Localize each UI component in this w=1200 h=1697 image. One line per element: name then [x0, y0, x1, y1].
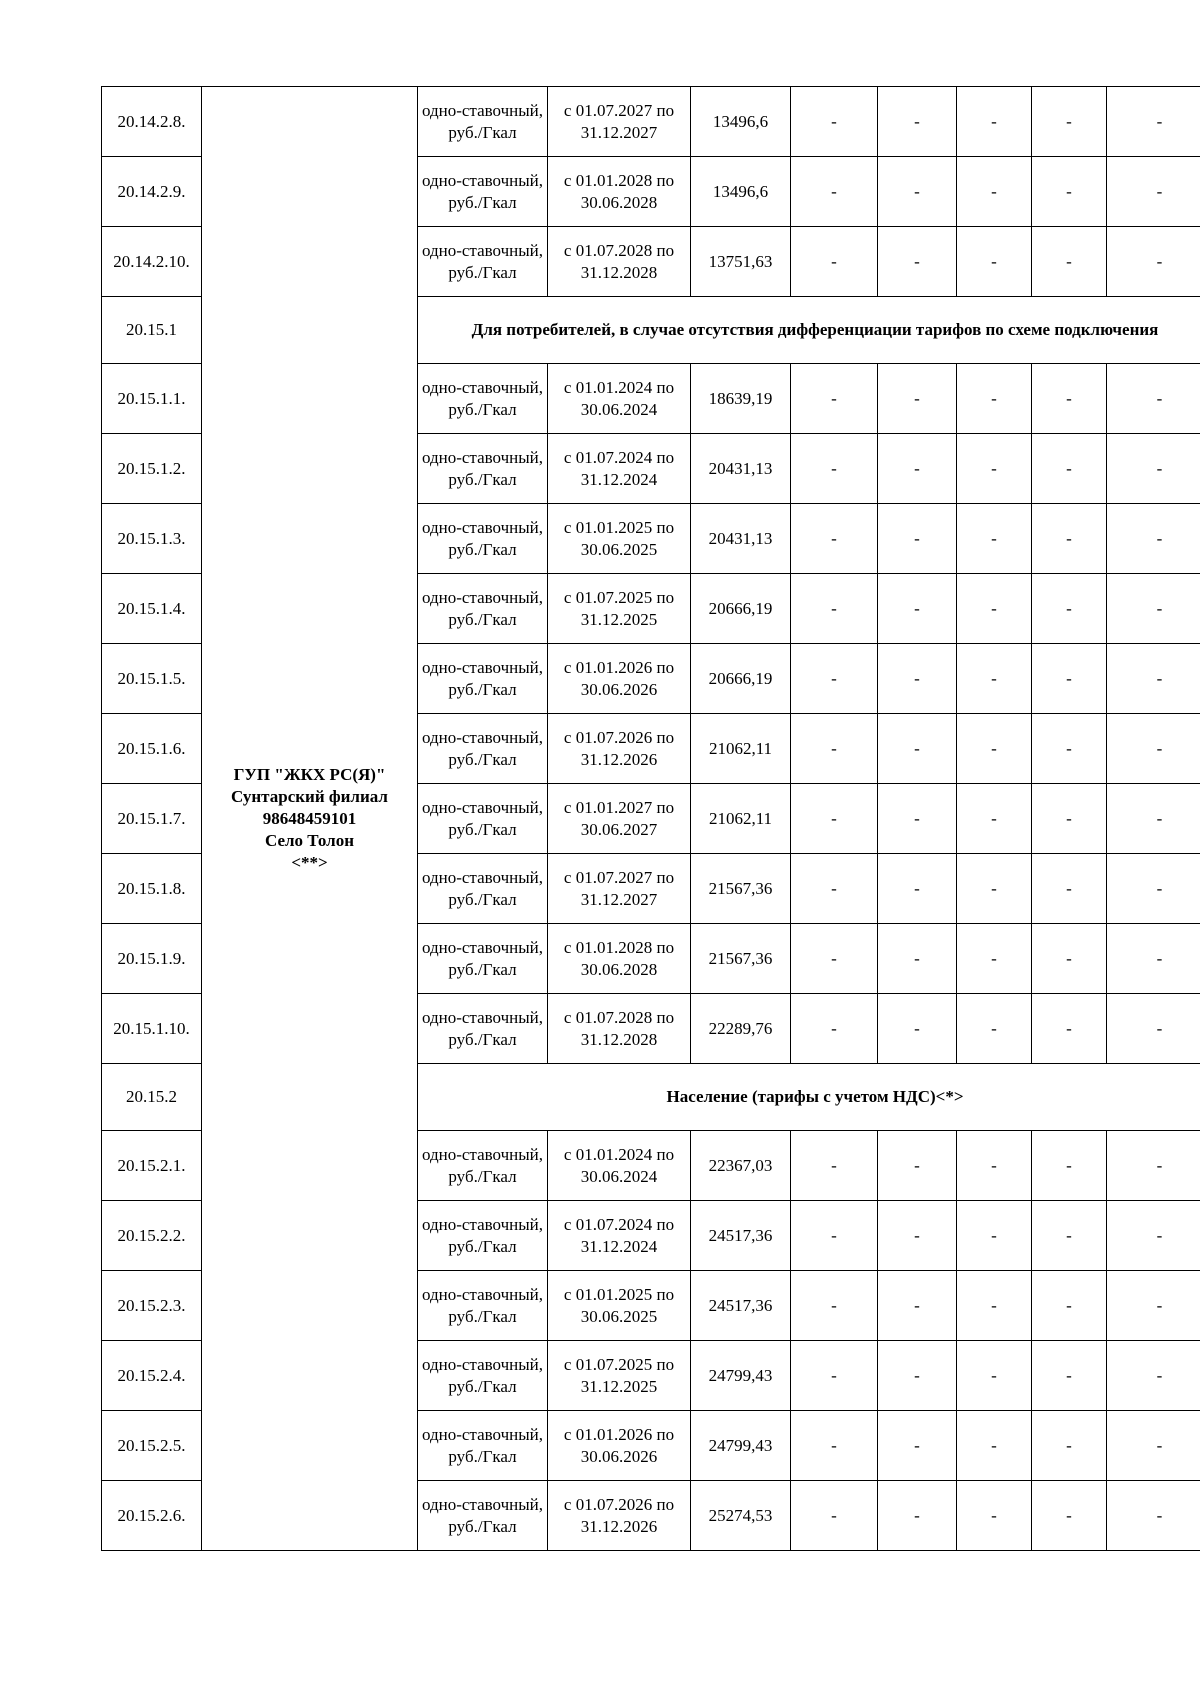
tariff-type-cell: одно-ставочный, руб./Гкал [418, 994, 548, 1064]
tariff-type-cell: одно-ставочный, руб./Гкал [418, 227, 548, 297]
dash-cell: - [1107, 1131, 1200, 1201]
dash-cell: - [957, 1131, 1032, 1201]
dash-cell: - [1107, 1341, 1200, 1411]
dash-cell: - [791, 1131, 878, 1201]
dash-cell: - [791, 1411, 878, 1481]
dash-cell: - [1032, 1201, 1107, 1271]
dash-cell: - [1032, 1131, 1107, 1201]
tariff-type-cell: одно-ставочный, руб./Гкал [418, 714, 548, 784]
dash-cell: - [1107, 364, 1200, 434]
dash-cell: - [957, 994, 1032, 1064]
section-title-cell: Население (тарифы с учетом НДС)<*> [418, 1064, 1200, 1131]
row-number-cell: 20.15.1.7. [102, 784, 202, 854]
organization-cell [202, 87, 418, 1551]
dash-cell: - [791, 574, 878, 644]
dash-cell: - [878, 994, 957, 1064]
tariff-type-cell: одно-ставочный, руб./Гкал [418, 644, 548, 714]
row-number-cell: 20.15.2.4. [102, 1341, 202, 1411]
tariff-type-cell: одно-ставочный, руб./Гкал [418, 574, 548, 644]
period-cell: с 01.01.2027 по 30.06.2027 [548, 784, 691, 854]
dash-cell: - [1032, 924, 1107, 994]
dash-cell: - [1032, 1271, 1107, 1341]
dash-cell: - [1107, 87, 1200, 157]
tariff-type-cell: одно-ставочный, руб./Гкал [418, 1341, 548, 1411]
dash-cell: - [1032, 994, 1107, 1064]
dash-cell: - [791, 1201, 878, 1271]
row-number-cell: 20.15.1.2. [102, 434, 202, 504]
dash-cell: - [791, 434, 878, 504]
dash-cell: - [878, 504, 957, 574]
tariff-value-cell: 25274,53 [691, 1481, 791, 1551]
tariff-table [101, 86, 1200, 1551]
dash-cell: - [1107, 1271, 1200, 1341]
dash-cell: - [878, 157, 957, 227]
period-cell: с 01.07.2026 по 31.12.2026 [548, 1481, 691, 1551]
tariff-type-cell: одно-ставочный, руб./Гкал [418, 504, 548, 574]
organization-line: 98648459101 [262, 808, 357, 828]
dash-cell: - [1032, 574, 1107, 644]
dash-cell: - [957, 87, 1032, 157]
dash-cell: - [878, 1341, 957, 1411]
row-number-cell: 20.15.2.5. [102, 1411, 202, 1481]
dash-cell: - [1107, 1411, 1200, 1481]
dash-cell: - [957, 1481, 1032, 1551]
period-cell: с 01.07.2026 по 31.12.2026 [548, 714, 691, 784]
period-cell: с 01.07.2027 по 31.12.2027 [548, 854, 691, 924]
dash-cell: - [791, 504, 878, 574]
dash-cell: - [878, 1131, 957, 1201]
period-cell: с 01.07.2027 по 31.12.2027 [548, 87, 691, 157]
period-cell: с 01.07.2024 по 31.12.2024 [548, 1201, 691, 1271]
dash-cell: - [878, 924, 957, 994]
dash-cell: - [878, 854, 957, 924]
row-number-cell: 20.15.1.9. [102, 924, 202, 994]
table-row [102, 87, 1200, 157]
dash-cell: - [1032, 644, 1107, 714]
tariff-type-cell: одно-ставочный, руб./Гкал [418, 434, 548, 504]
tariff-value-cell: 13496,6 [691, 87, 791, 157]
dash-cell: - [957, 1201, 1032, 1271]
dash-cell: - [1032, 1481, 1107, 1551]
dash-cell: - [957, 924, 1032, 994]
dash-cell: - [878, 574, 957, 644]
dash-cell: - [957, 157, 1032, 227]
dash-cell: - [878, 364, 957, 434]
period-cell: с 01.01.2024 по 30.06.2024 [548, 1131, 691, 1201]
dash-cell: - [1107, 574, 1200, 644]
dash-cell: - [1107, 1481, 1200, 1551]
row-number-cell: 20.14.2.9. [102, 157, 202, 227]
dash-cell: - [1107, 924, 1200, 994]
tariff-value-cell: 20431,13 [691, 504, 791, 574]
period-cell: с 01.01.2028 по 30.06.2028 [548, 924, 691, 994]
dash-cell: - [791, 784, 878, 854]
dash-cell: - [791, 227, 878, 297]
dash-cell: - [791, 364, 878, 434]
tariff-type-cell: одно-ставочный, руб./Гкал [418, 784, 548, 854]
organization-line: <**> [291, 852, 328, 872]
tariff-table-body [102, 87, 1200, 1551]
dash-cell: - [957, 364, 1032, 434]
dash-cell: - [957, 714, 1032, 784]
dash-cell: - [878, 1481, 957, 1551]
dash-cell: - [1032, 157, 1107, 227]
dash-cell: - [1032, 87, 1107, 157]
dash-cell: - [957, 227, 1032, 297]
dash-cell: - [791, 994, 878, 1064]
tariff-type-cell: одно-ставочный, руб./Гкал [418, 1271, 548, 1341]
tariff-value-cell: 21062,11 [691, 714, 791, 784]
tariff-type-cell: одно-ставочный, руб./Гкал [418, 87, 548, 157]
row-number-cell: 20.15.1.3. [102, 504, 202, 574]
dash-cell: - [791, 854, 878, 924]
dash-cell: - [1032, 854, 1107, 924]
period-cell: с 01.07.2028 по 31.12.2028 [548, 994, 691, 1064]
dash-cell: - [1107, 854, 1200, 924]
dash-cell: - [1032, 1411, 1107, 1481]
dash-cell: - [791, 1271, 878, 1341]
dash-cell: - [1032, 1341, 1107, 1411]
section-title-cell: Для потребителей, в случае отсутствия дифференциации тарифов по схеме подключения [418, 297, 1200, 364]
dash-cell: - [1107, 157, 1200, 227]
row-number-cell: 20.15.1.5. [102, 644, 202, 714]
row-number-cell: 20.15.2.1. [102, 1131, 202, 1201]
row-number-cell: 20.14.2.8. [102, 87, 202, 157]
tariff-type-cell: одно-ставочный, руб./Гкал [418, 364, 548, 434]
organization-line: Село Толон [264, 830, 354, 850]
period-cell: с 01.01.2026 по 30.06.2026 [548, 1411, 691, 1481]
dash-cell: - [1032, 714, 1107, 784]
row-number-cell: 20.15.1.4. [102, 574, 202, 644]
dash-cell: - [957, 1411, 1032, 1481]
tariff-type-cell: одно-ставочный, руб./Гкал [418, 157, 548, 227]
period-cell: с 01.07.2024 по 31.12.2024 [548, 434, 691, 504]
tariff-value-cell: 22289,76 [691, 994, 791, 1064]
organization-line: ГУП "ЖКХ РС(Я)" [233, 764, 386, 784]
dash-cell: - [878, 87, 957, 157]
tariff-value-cell: 24517,36 [691, 1201, 791, 1271]
dash-cell: - [791, 924, 878, 994]
row-number-cell: 20.15.1.8. [102, 854, 202, 924]
row-number-cell: 20.15.2.3. [102, 1271, 202, 1341]
dash-cell: - [878, 1271, 957, 1341]
dash-cell: - [957, 434, 1032, 504]
dash-cell: - [1032, 364, 1107, 434]
row-number-cell: 20.15.2.6. [102, 1481, 202, 1551]
tariff-type-cell: одно-ставочный, руб./Гкал [418, 854, 548, 924]
period-cell: с 01.07.2025 по 31.12.2025 [548, 574, 691, 644]
dash-cell: - [1032, 784, 1107, 854]
dash-cell: - [1107, 504, 1200, 574]
dash-cell: - [1107, 784, 1200, 854]
tariff-value-cell: 24799,43 [691, 1411, 791, 1481]
dash-cell: - [957, 504, 1032, 574]
tariff-value-cell: 24799,43 [691, 1341, 791, 1411]
dash-cell: - [878, 714, 957, 784]
row-number-cell: 20.15.1.1. [102, 364, 202, 434]
dash-cell: - [878, 784, 957, 854]
tariff-value-cell: 21567,36 [691, 854, 791, 924]
dash-cell: - [791, 714, 878, 784]
tariff-type-cell: одно-ставочный, руб./Гкал [418, 1201, 548, 1271]
dash-cell: - [1107, 714, 1200, 784]
tariff-value-cell: 21062,11 [691, 784, 791, 854]
period-cell: с 01.01.2026 по 30.06.2026 [548, 644, 691, 714]
dash-cell: - [791, 1481, 878, 1551]
tariff-type-cell: одно-ставочный, руб./Гкал [418, 1411, 548, 1481]
dash-cell: - [1107, 1201, 1200, 1271]
dash-cell: - [1107, 644, 1200, 714]
period-cell: с 01.01.2025 по 30.06.2025 [548, 1271, 691, 1341]
row-number-cell: 20.15.2 [102, 1064, 202, 1131]
dash-cell: - [878, 1201, 957, 1271]
dash-cell: - [791, 644, 878, 714]
dash-cell: - [1032, 227, 1107, 297]
tariff-value-cell: 24517,36 [691, 1271, 791, 1341]
period-cell: с 01.01.2024 по 30.06.2024 [548, 364, 691, 434]
dash-cell: - [957, 854, 1032, 924]
tariff-value-cell: 13751,63 [691, 227, 791, 297]
dash-cell: - [1107, 994, 1200, 1064]
tariff-value-cell: 20666,19 [691, 574, 791, 644]
tariff-value-cell: 20666,19 [691, 644, 791, 714]
dash-cell: - [791, 157, 878, 227]
dash-cell: - [791, 87, 878, 157]
row-number-cell: 20.14.2.10. [102, 227, 202, 297]
dash-cell: - [957, 784, 1032, 854]
dash-cell: - [878, 227, 957, 297]
dash-cell: - [957, 574, 1032, 644]
dash-cell: - [1032, 504, 1107, 574]
tariff-value-cell: 18639,19 [691, 364, 791, 434]
dash-cell: - [1107, 434, 1200, 504]
period-cell: с 01.01.2025 по 30.06.2025 [548, 504, 691, 574]
dash-cell: - [878, 1411, 957, 1481]
period-cell: с 01.07.2025 по 31.12.2025 [548, 1341, 691, 1411]
row-number-cell: 20.15.1 [102, 297, 202, 364]
period-cell: с 01.07.2028 по 31.12.2028 [548, 227, 691, 297]
tariff-type-cell: одно-ставочный, руб./Гкал [418, 924, 548, 994]
row-number-cell: 20.15.2.2. [102, 1201, 202, 1271]
dash-cell: - [878, 434, 957, 504]
row-number-cell: 20.15.1.6. [102, 714, 202, 784]
dash-cell: - [957, 1341, 1032, 1411]
tariff-value-cell: 20431,13 [691, 434, 791, 504]
tariff-type-cell: одно-ставочный, руб./Гкал [418, 1481, 548, 1551]
period-cell: с 01.01.2028 по 30.06.2028 [548, 157, 691, 227]
tariff-value-cell: 21567,36 [691, 924, 791, 994]
dash-cell: - [791, 1341, 878, 1411]
dash-cell: - [957, 644, 1032, 714]
dash-cell: - [1032, 434, 1107, 504]
tariff-value-cell: 22367,03 [691, 1131, 791, 1201]
tariff-value-cell: 13496,6 [691, 157, 791, 227]
dash-cell: - [878, 644, 957, 714]
dash-cell: - [1107, 227, 1200, 297]
row-number-cell: 20.15.1.10. [102, 994, 202, 1064]
dash-cell: - [957, 1271, 1032, 1341]
tariff-type-cell: одно-ставочный, руб./Гкал [418, 1131, 548, 1201]
organization-line: Сунтарский филиал [231, 786, 388, 806]
